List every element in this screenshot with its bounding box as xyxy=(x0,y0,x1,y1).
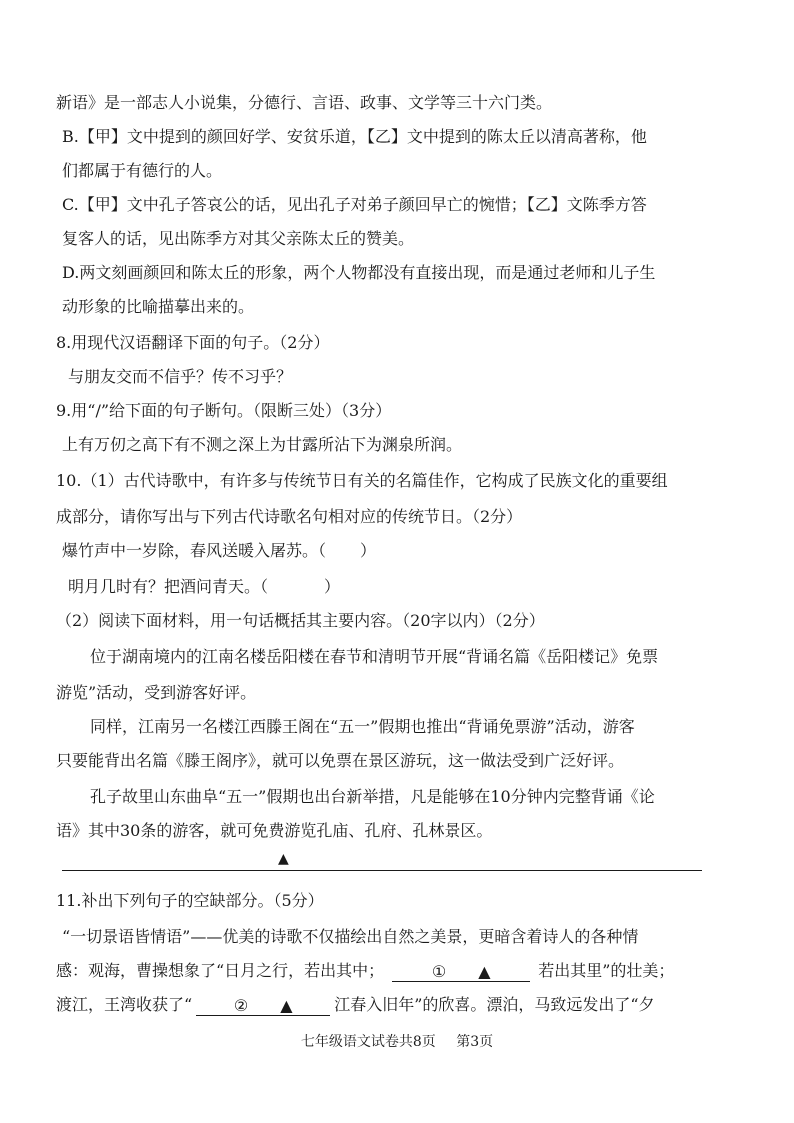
poem-line-2-text: 明月几时有？把酒问青天。（ xyxy=(68,577,269,596)
line-2-text-a: 感：观海，曹操想象了“日月之行，若出其中； xyxy=(56,961,385,980)
question-8: 8.用现代汉语翻译下面的句子。（2分） xyxy=(56,333,330,352)
option-d-line-2: 动形象的比喻描摹出来的。 xyxy=(62,297,255,316)
poem-line-1-close: ） xyxy=(360,541,377,560)
poem-line-1 xyxy=(62,540,376,562)
option-d-line-1: D.两文刻画颜回和陈太丘的形象，两个人物都没有直接出现，而是通过老师和儿子生 xyxy=(62,263,656,282)
line-3-text-a: 渡江，王湾收获了“ xyxy=(56,995,193,1014)
question-11-line-3 xyxy=(56,994,655,1016)
material-para-3-line-1: 孔子故里山东曲阜“五一”假期也出台新举措，凡是能够在10分钟内完整背诵《论 xyxy=(90,787,655,806)
fill-blank-2[interactable]: ② ▲ xyxy=(196,995,330,1016)
question-11-line-2 xyxy=(56,960,674,982)
material-para-1-line-2: 游览”活动，受到游客好评。 xyxy=(56,683,257,702)
poem-line-2-close: ） xyxy=(324,577,341,596)
material-para-3-line-2: 语》其中30条的游客，就可免费游览孔庙、孔府、孔林景区。 xyxy=(56,821,493,840)
material-para-2-line-2: 只要能背出名篇《滕王阁序》，就可以免票在景区游玩，这一做法受到广泛好评。 xyxy=(56,751,625,770)
page-footer xyxy=(0,1032,794,1052)
answer-line[interactable] xyxy=(62,870,702,871)
question-10-part-2: （2）阅读下面材料，用一句话概括其主要内容。（20字以内）（2分） xyxy=(56,611,545,630)
footer-exam-info: 七年级语文试卷共8页 xyxy=(300,1034,436,1050)
option-b-line-1: B.【甲】文中提到的颜回好学、安贫乐道，【乙】文中提到的陈太丘以清高著称，他 xyxy=(62,127,647,146)
question-10-part-1-line-2: 成部分，请你写出与下列古代诗歌名句相对应的传统节日。（2分） xyxy=(56,507,523,526)
material-para-2-line-1: 同样，江南另一名楼江西滕王阁在“五一”假期也推出“背诵免票游”活动，游客 xyxy=(90,717,635,736)
question-11-intro: “一切景语皆情语”——优美的诗歌不仅描绘出自然之美景，更暗含着诗人的各种情 xyxy=(62,927,639,946)
question-8-sentence: 与朋友交而不信乎？传不习乎？ xyxy=(68,367,293,386)
line-2-text-b: 若出其里”的壮美； xyxy=(538,961,675,980)
question-10-part-1-line-1: 10.（1）古代诗歌中，有许多与传统节日有关的名篇佳作，它构成了民族文化的重要组 xyxy=(56,471,668,490)
poem-line-2 xyxy=(68,576,340,598)
line-3-text-b: 江春入旧年”的欣喜。漂泊，马致远发出了“夕 xyxy=(334,995,655,1014)
answer-marker-triangle: ▲ xyxy=(278,851,289,867)
option-c-line-2: 复客人的话，见出陈季方对其父亲陈太丘的赞美。 xyxy=(62,229,415,248)
fill-blank-1[interactable]: ① ▲ xyxy=(392,961,530,982)
footer-page-number: 第3页 xyxy=(456,1034,494,1050)
poem-line-1-text: 爆竹声中一岁除，春风送暖入屠苏。（ xyxy=(62,541,327,560)
question-9: 9.用“/”给下面的句子断句。（限断三处）（3分） xyxy=(56,401,392,420)
question-9-sentence: 上有万仞之高下有不测之深上为甘露所沾下为渊泉所润。 xyxy=(62,435,463,454)
option-c-line-1: C.【甲】文中孔子答哀公的话，见出孔子对弟子颜回早亡的惋惜；【乙】文陈季方答 xyxy=(62,195,647,214)
option-b-line-2: 们都属于有德行的人。 xyxy=(62,161,223,180)
text-line: 新语》是一部志人小说集，分德行、言语、政事、文学等三十六门类。 xyxy=(56,93,553,112)
material-para-1-line-1: 位于湖南境内的江南名楼岳阳楼在春节和清明节开展“背诵名篇《岳阳楼记》免票 xyxy=(90,647,659,666)
question-11: 11.补出下列句子的空缺部分。（5分） xyxy=(56,891,324,910)
